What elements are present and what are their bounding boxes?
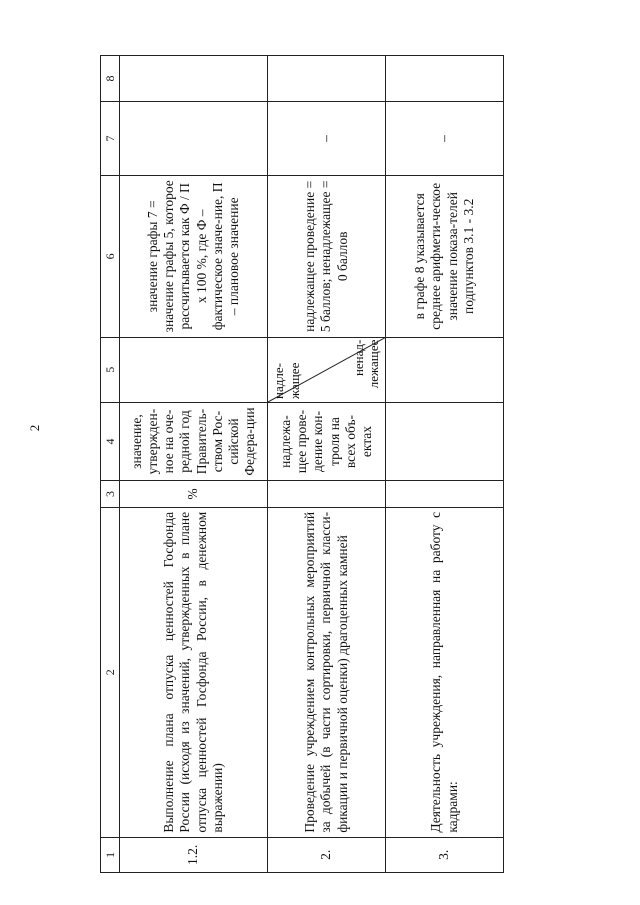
page-number: 2 [27,424,42,432]
row-description: Деятельность учреждения, направленная на работу с кадрами: [386,507,504,837]
col-number-4: 4 [101,402,120,480]
col-number-6: 6 [101,175,120,337]
row-col7: – [386,102,504,176]
row-col7 [120,102,268,176]
row-col4 [386,402,504,480]
row-unit: % [120,481,268,508]
row-col5-diagonal-cell [268,337,386,402]
row-number: 3. [386,837,504,872]
row-col7: – [268,102,386,176]
row-col6: надлежащее проведение = 5 баллов; ненадлежащее = 0 баллов [268,175,386,337]
table-row [268,56,386,873]
col5-bottom-label: ненад-лежащее [350,339,382,389]
row-number: 2. [268,837,386,872]
col-number-5: 5 [101,337,120,402]
row-number: 1.2. [120,837,268,872]
table-row [120,56,268,873]
row-description: Выполнение плана отпуска ценностей Госфонда России (исходя из значений, утвержденных в плане отпуска ценностей Госфонда России, в денежном выражении) [120,507,268,837]
indicators-table [100,55,504,873]
rotated-table-container [100,75,520,873]
col-number-1: 1 [101,837,120,872]
row-col5 [386,337,504,402]
col5-top-label: надле-жащее [271,362,302,399]
col-number-3: 3 [101,481,120,508]
row-col8 [268,56,386,102]
col-number-7: 7 [101,102,120,176]
col-number-8: 8 [101,56,120,102]
table-row [386,56,504,873]
row-col6: значение графы 7 = значение графы 5, которое рассчитывается как Ф / П х 100 %, где Ф – фактическое значе-ние, П – плановое значение [120,175,268,337]
row-col4: надлежа-щее прове-дение кон-троля на всех объ-ектах [268,402,386,480]
row-unit [386,481,504,508]
col-number-2: 2 [101,507,120,837]
row-col8 [386,56,504,102]
row-col8 [120,56,268,102]
column-number-row [101,56,120,873]
row-col6: в графе 8 указывается среднее арифмети-ческое значение показа-телей подпунктов 3.1 - 3.2 [386,175,504,337]
row-col5 [120,337,268,402]
row-col4: значение, утвержден-ное на оче-редной год Правитель-ством Рос-сийской Федера-ции [120,402,268,480]
row-unit [268,481,386,508]
row-description: Проведение учреждением контрольных мероприятий за добычей (в части сортировки, первичной класси-фикации и первичной оценки) драгоценных камней [268,507,386,837]
